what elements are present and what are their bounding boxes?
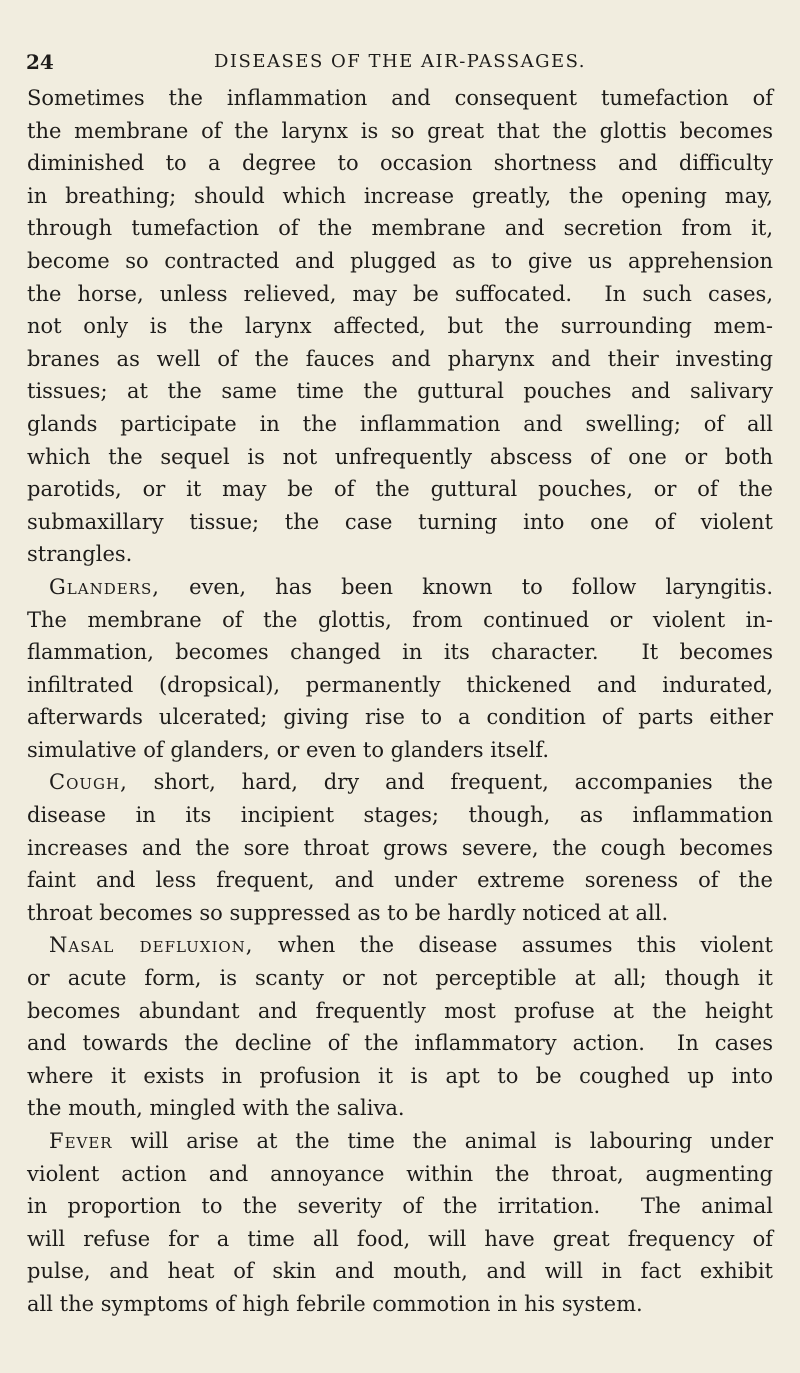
line-text: disease in its incipient stages; though, as inflammation — [27, 803, 773, 828]
line-text: violent action and annoyance within the throat, augmenting — [27, 1161, 773, 1186]
text-line — [27, 245, 773, 278]
line-text: flammation, becomes changed in its character. It becomes — [27, 640, 773, 665]
side-heading: Nasal defluxion, — [49, 933, 254, 958]
text-line — [27, 734, 773, 767]
line-text: increases and the sore throat grows severe, the cough becomes — [27, 835, 773, 860]
line-text: and towards the decline of the inflammatory action. In cases — [27, 1031, 773, 1056]
text-line — [27, 180, 773, 213]
line-text: become so contracted and plugged as to give us apprehension — [27, 248, 773, 273]
line-text: the membrane of the larynx is so great that the glottis becomes — [27, 118, 773, 143]
text-line — [27, 212, 773, 245]
text-line — [27, 147, 773, 180]
text-line — [27, 669, 773, 702]
text-line — [27, 1223, 773, 1256]
line-text: through tumefaction of the membrane and secretion from it, — [27, 216, 773, 241]
side-heading: Glanders, — [49, 574, 160, 599]
line-text: pulse, and heat of skin and mouth, and will in fact exhibit — [27, 1259, 773, 1284]
line-text: all the symptoms of high febrile commotion in his system. — [27, 1291, 643, 1316]
line-text: infiltrated (dropsical), permanently thickened and indurated, — [27, 672, 773, 697]
page-number: 24 — [26, 50, 54, 74]
line-text: where it exists in profusion it is apt to be coughed up into — [27, 1063, 773, 1088]
running-title: DISEASES OF THE AIR-PASSAGES. — [213, 51, 587, 72]
text-line — [27, 701, 773, 734]
line-text: submaxillary tissue; the case turning into one of violent — [27, 509, 773, 534]
line-text: will refuse for a time all food, will have great frequency of — [27, 1226, 773, 1251]
text-line — [27, 571, 773, 604]
text-line — [27, 278, 773, 311]
side-heading: Fever — [49, 1129, 113, 1153]
text-line — [27, 115, 773, 148]
line-text: when the disease assumes this violent — [253, 933, 773, 958]
text-line — [27, 1255, 773, 1288]
text-line — [27, 1288, 773, 1321]
line-text: afterwards ulcerated; giving rise to a condition of parts either — [27, 705, 773, 730]
line-text: branes as well of the fauces and pharynx and their investing — [27, 346, 773, 371]
line-text: parotids, or it may be of the guttural pouches, or of the — [27, 477, 773, 502]
text-line — [27, 995, 773, 1028]
text-line — [27, 1092, 773, 1125]
line-text: or acute form, is scanty or not perceptible at all; though it — [27, 966, 773, 991]
line-text: in breathing; should which increase greatly, the opening may, — [27, 183, 773, 208]
line-text: throat becomes so suppressed as to be hardly noticed at all. — [27, 900, 669, 925]
line-text: the horse, unless relieved, may be suffocated. In such cases, — [27, 281, 773, 306]
text-line — [27, 82, 773, 115]
line-text: The membrane of the glottis, from continued or violent in- — [27, 607, 773, 632]
line-text: short, hard, dry and frequent, accompanies the — [127, 770, 773, 795]
text-line — [27, 538, 773, 571]
text-line — [27, 1158, 773, 1191]
text-line — [27, 962, 773, 995]
line-text: simulative of glanders, or even to glanders itself. — [27, 737, 549, 762]
text-line — [27, 343, 773, 376]
line-text: tissues; at the same time the guttural pouches and salivary — [27, 379, 773, 404]
line-text: even, has been known to follow laryngitis. — [159, 574, 773, 599]
text-line — [27, 1125, 773, 1158]
text-line — [27, 864, 773, 897]
line-text: strangles. — [27, 542, 133, 567]
running-header — [0, 50, 800, 80]
text-line — [27, 636, 773, 669]
line-text: becomes abundant and frequently most profuse at the height — [27, 998, 773, 1023]
text-line — [27, 897, 773, 930]
text-line — [27, 375, 773, 408]
line-text: not only is the larynx affected, but the surrounding mem- — [27, 314, 773, 339]
line-text: faint and less frequent, and under extreme soreness of the — [27, 868, 773, 893]
text-line — [27, 929, 773, 962]
text-line — [27, 473, 773, 506]
text-line — [27, 832, 773, 865]
line-text: diminished to a degree to occasion shortness and difficulty — [27, 151, 773, 176]
text-line — [27, 1060, 773, 1093]
line-text: Sometimes the inflammation and consequent tumefaction of — [27, 86, 773, 110]
text-line — [27, 799, 773, 832]
line-text: which the sequel is not unfrequently abscess of one or both — [27, 444, 773, 469]
line-text: glands participate in the inflammation and swelling; of all — [27, 411, 773, 436]
text-line — [27, 1027, 773, 1060]
line-text: in proportion to the severity of the irritation. The animal — [27, 1194, 773, 1219]
side-heading: Cough, — [49, 770, 128, 795]
text-line — [27, 408, 773, 441]
text-line — [27, 310, 773, 343]
text-line — [27, 766, 773, 799]
text-line — [27, 506, 773, 539]
text-line — [27, 604, 773, 637]
body-text — [27, 82, 773, 1321]
text-line — [27, 441, 773, 474]
text-line — [27, 1190, 773, 1223]
line-text: will arise at the time the animal is labouring under — [112, 1129, 773, 1153]
line-text: the mouth, mingled with the saliva. — [27, 1096, 405, 1121]
